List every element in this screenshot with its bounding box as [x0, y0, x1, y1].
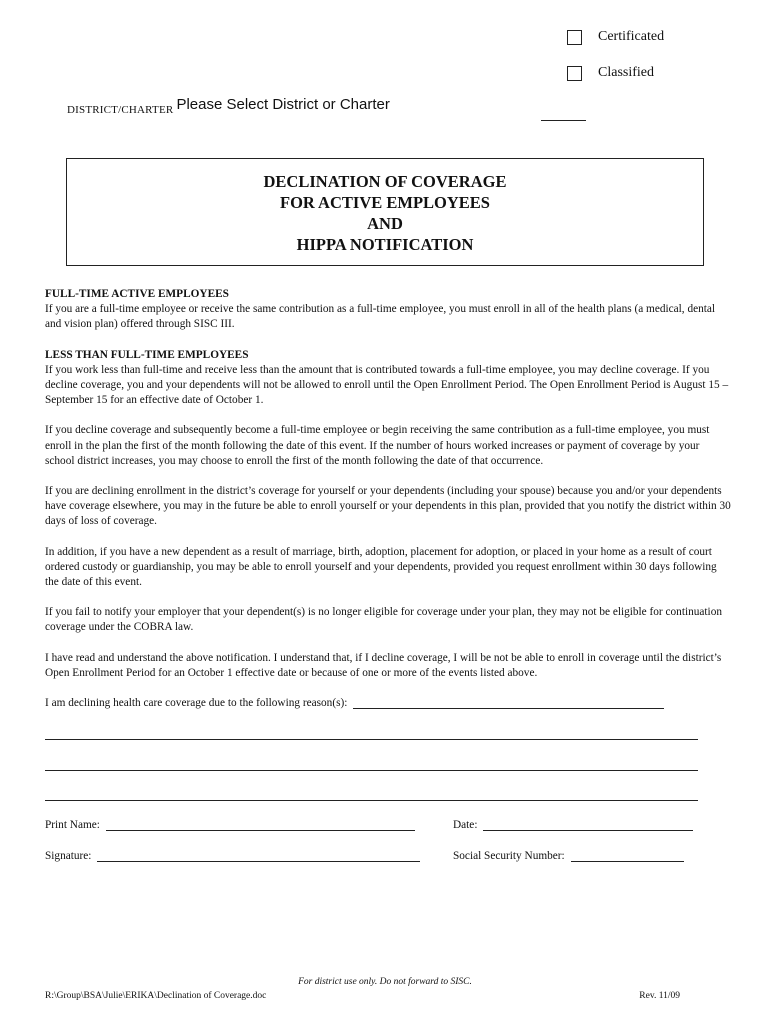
print-name-line[interactable]: [106, 829, 415, 831]
certificated-label: Certificated: [598, 29, 665, 44]
certificated-option[interactable]: [567, 29, 664, 45]
footer-file-path: R:\Group\BSA\Julie\ERIKA\Declination of Coverage.doc: [45, 991, 267, 1001]
date-line[interactable]: [483, 829, 693, 831]
district-label: DISTRICT/CHARTER: [67, 104, 174, 116]
title-line-1: DECLINATION OF COVERAGE: [263, 172, 507, 191]
reason-line-1[interactable]: [353, 707, 664, 709]
reason-label: I am declining health care coverage due to the following reason(s):: [45, 697, 348, 709]
ssn-row: [453, 850, 684, 862]
footer-revision: Rev. 11/09: [639, 991, 680, 1001]
print-name-label: Print Name:: [45, 819, 100, 831]
elsewhere-paragraph: If you are declining enrollment in the district’s coverage for yourself or your dependents (including your spouse) because you and/or your dependents have coverage elsewhere, you may in the future be able to enroll yourself or your dependents in this plan, provided that you notify the district within 30 days of loss of coverage.: [45, 485, 731, 528]
new-dependent-paragraph: In addition, if you have a new dependent as a result of marriage, birth, adoption, placement for adoption, or placed in your home as a result of court ordered custody or guardianship, you may be able to enroll yourself and your dependents, provided you request enrollment within 30 days following the date of this event.: [45, 545, 717, 589]
acknowledge-paragraph: I have read and understand the above notification. I understand that, if I decline coverage, I will be not be able to enroll in coverage until the district’s Open Enrollment Period for an October 1 effective date or because of one or more of the events listed above.: [45, 651, 722, 679]
ssn-label: Social Security Number:: [453, 850, 565, 862]
district-select[interactable]: Please Select District or Charter: [176, 96, 390, 113]
signature-label: Signature:: [45, 850, 92, 862]
date-row: [453, 819, 693, 831]
title-line-4: HIPPA NOTIFICATION: [296, 235, 474, 254]
district-row: [67, 96, 390, 117]
date-label: Date:: [453, 819, 478, 831]
certificated-checkbox[interactable]: [567, 30, 582, 45]
print-name-row: [45, 819, 415, 831]
fulltime-paragraph: If you are a full-time employee or receive the same contribution as a full-time employee, you must enroll in all of the health plans (a medical, dental and vision plan) offered through SISC III.: [45, 303, 716, 331]
footer-note: For district use only. Do not forward to SISC.: [298, 977, 472, 987]
title-line-2: FOR ACTIVE EMPLOYEES: [280, 193, 490, 212]
reason-row: [45, 697, 664, 709]
subsequent-paragraph: If you decline coverage and subsequently become a full-time employee or begin receiving the same contribution as a full-time employee, you must enroll in the plan the first of the month following the date of this event. If the number of hours worked increases or payment of coverage by your school district increases, you may choose to enroll the first of the month following the date of that occurrence.: [45, 424, 710, 467]
classified-checkbox[interactable]: [567, 66, 582, 81]
reason-line-4[interactable]: [45, 800, 698, 801]
reason-line-3[interactable]: [45, 770, 698, 771]
classified-option[interactable]: [567, 65, 654, 81]
document-body: [45, 287, 731, 681]
fulltime-heading: FULL-TIME ACTIVE EMPLOYEES: [45, 288, 229, 300]
ssn-line[interactable]: [571, 860, 684, 862]
signature-row: [45, 850, 420, 862]
classified-label: Classified: [598, 65, 654, 80]
signature-line[interactable]: [97, 860, 420, 862]
title-box: [66, 158, 704, 266]
cobra-paragraph: If you fail to notify your employer that your dependent(s) is no longer eligible for coverage under your plan, they may not be eligible for continuation coverage under the COBRA law.: [45, 606, 722, 634]
title-line-3: AND: [367, 214, 403, 233]
lessthan-paragraph: If you work less than full-time and receive less than the amount that is contributed towards a full-time employee, you may decline coverage. If you decline coverage, you and your dependents will not be allowed to enroll until the Open Enrollment Period. The Open Enrollment Period is August 15 – September 15 for an effective date of October 1.: [45, 363, 729, 407]
district-blank-line[interactable]: [541, 120, 586, 121]
reason-line-2[interactable]: [45, 739, 698, 740]
lessthan-heading: LESS THAN FULL-TIME EMPLOYEES: [45, 348, 249, 361]
